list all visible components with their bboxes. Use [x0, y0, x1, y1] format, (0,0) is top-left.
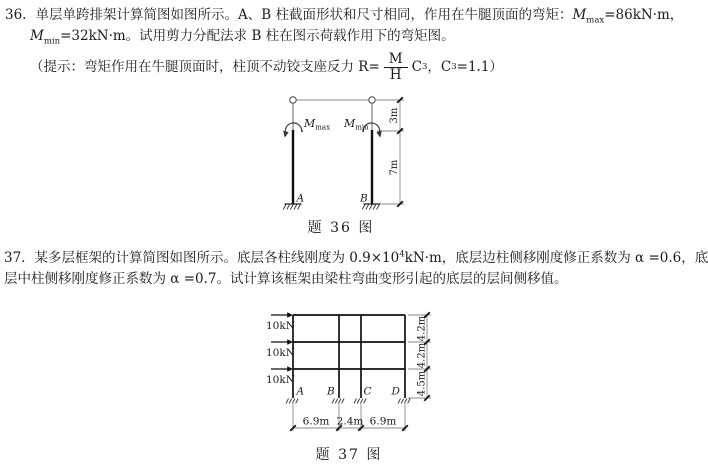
moment-arrowhead-right	[376, 131, 381, 138]
moment-arc-left-end-dot	[301, 130, 303, 132]
hint-prefix: （提示：弯矩作用在牛腿顶面时，柱顶不动铰支座反力 R=	[30, 58, 380, 75]
load-label-floor2: 10kN	[266, 347, 295, 359]
mmin-subscript: min	[43, 36, 61, 47]
load-label-floor1: 10kN	[266, 374, 295, 386]
moment-label-mmin: $M_{min}$	[344, 117, 369, 132]
dim-label-3m: 3m	[389, 107, 400, 124]
fraction-m-over-h	[384, 52, 408, 83]
frame-beams	[293, 315, 405, 369]
coef2-symbol: C	[440, 58, 452, 75]
bay-dim-right: 6.9m	[369, 415, 397, 428]
problem-36-text: 单层单跨排架计算简图如图所示。A、B 柱截面形状和尺寸相同，作用在牛腿顶面的弯矩：	[35, 7, 573, 23]
bay-dim-middle: 2.4m	[336, 415, 364, 428]
coef1-symbol: C	[411, 58, 422, 75]
hinge-circle-left	[290, 97, 296, 103]
mmax-symbol: M	[572, 7, 587, 23]
problem-37-text-cont: kN·m，底层边柱侧移刚度修正系数为 α =0.6，底	[404, 250, 708, 266]
fraction-numerator: M	[384, 52, 408, 68]
story-dim-middle: 4.2m	[416, 342, 428, 369]
column-label-c: C	[363, 385, 372, 398]
story-dim-bottom: 4.5m	[416, 370, 428, 397]
figure-37-caption: 题 37 图	[315, 447, 383, 463]
load-arrowhead-roof	[287, 312, 293, 317]
problem-36-hint: （提示：弯矩作用在牛腿顶面时，柱顶不动铰支座反力 R= $\frac{M}{H}$ C 3 ， C 3 =1.1）	[30, 50, 503, 83]
moment-label-mmax: $M_{max}$	[304, 117, 331, 132]
dim-label-7m: 7m	[389, 159, 400, 176]
fixed-support-right	[362, 204, 380, 210]
column-label-b: B	[360, 192, 368, 205]
frame-columns	[293, 315, 405, 398]
fixed-supports	[286, 399, 410, 404]
load-label-roof: 10kN	[266, 320, 295, 332]
figure-36-caption: 题 36 图	[307, 220, 375, 236]
hint-suffix: =1.1）	[456, 58, 503, 75]
load-arrowhead-floor2	[287, 339, 293, 344]
figure-37-diagram	[255, 305, 470, 467]
mmin-symbol: M	[30, 28, 44, 44]
problem-36-number: 36.	[5, 7, 27, 23]
problem-36-text-2: =32kN·m。试用剪力分配法求 B 柱在图示荷载作用下的弯矩图。	[60, 28, 455, 44]
column-label-a: A	[296, 385, 305, 398]
fraction-denominator: H	[389, 66, 402, 83]
mmax-value: =86kN·m，	[604, 7, 684, 23]
problem-37-text-2: 层中柱侧移刚度修正系数为 α =0.7。试计算该框架由梁柱弯曲变形引起的底层的层间侧移值。	[4, 271, 568, 287]
problem-36-line-2	[30, 28, 455, 45]
mmax-subscript: max	[586, 15, 605, 26]
story-dim-top: 4.2m	[416, 315, 428, 342]
column-label-a: A	[296, 192, 305, 205]
moment-arrowhead-left	[283, 131, 288, 138]
column-label-d: D	[391, 385, 400, 398]
problem-37-number: 37.	[4, 250, 26, 266]
problem-37-text: 某多层框架的计算简图如图所示。底层各柱线刚度为 0.9×10	[34, 250, 400, 266]
problem-36-line-1	[5, 7, 683, 24]
exponent: 4	[399, 249, 405, 260]
problem-37-line-1	[4, 250, 708, 267]
problem-37-line-2	[4, 271, 567, 288]
column-label-b: B	[327, 385, 335, 398]
bay-dim-left: 6.9m	[302, 415, 330, 428]
fixed-support-left	[283, 204, 301, 210]
figure-36-diagram	[258, 88, 468, 240]
hinge-circle-right	[369, 97, 375, 103]
hint-comma: ，	[427, 58, 441, 75]
load-arrowhead-floor1	[287, 366, 293, 371]
